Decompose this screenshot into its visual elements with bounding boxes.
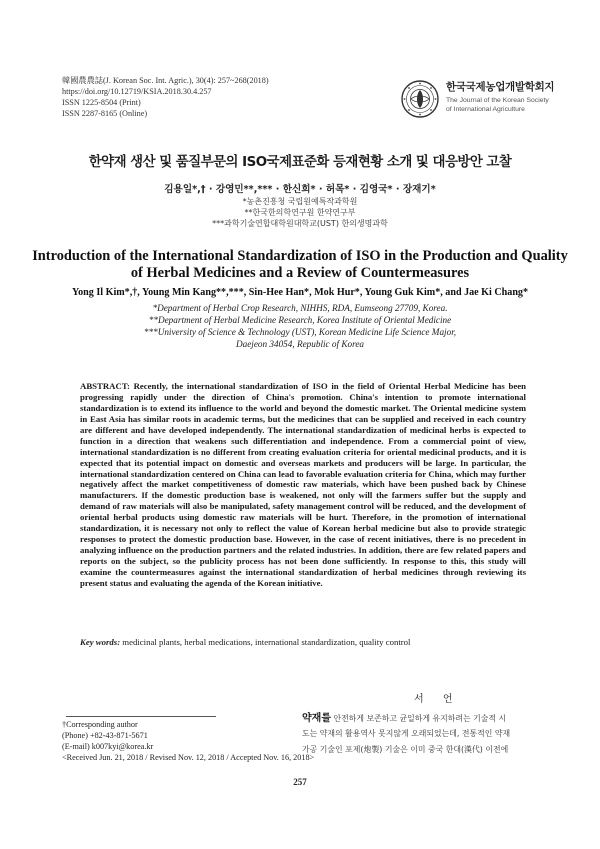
abstract	[80, 381, 526, 589]
issn-online: ISSN 2287-8165 (Online)	[62, 109, 148, 118]
society-name-en-1: The Journal of the Korean Society	[446, 97, 549, 104]
body-text-ko	[302, 711, 544, 757]
email: (E-mail) k007kyi@korea.kr	[62, 742, 154, 751]
abstract-text: ABSTRACT: Recently, the international standardization of ISO in the field of Oriental Herbal Medicine has been progressing rapidly under the direction of China's promotion. China's intention to promote international standardization is to extend its influence to the world and beyond the domestic market. The Oriental medicine system in East Asia has similar roots in academic terms, but the medicines that can be supplied and received in each country are different and have developed independently. The international standardization of medicinal herbs is expected to function in a direction that weakens such differentiation and independence. From a commercial point of view, international standardization is no different from creating evaluation criteria for oriental medicinal products, and it is expected that its potential impact on domestic and overseas markets and producers will be large. In particular, the international standardization centered on China can lead to favorable evaluation criteria for China, which may further negatively affect the market competitiveness of domestic raw materials, which have been pushed back by Chinese manufacturers. If the domestic production base is weakened, not only will the farmers suffer but the supply and demand of raw materials will also be manipulated, safety management control will be reduced, and the development of oriental herbal products using domestic raw materials will be hurt. Therefore, in the promotion of international standardization, it is necessary not only to reflect the value of Korean herbal medicine but also to provide strategic responses to protect the domestic production base. However, in the case of recent initiatives, there is no precedent in analyzing influence on the production partners and the related industries. In addition, there are few related papers and reports on the subject, so the publicity process has not been done sufficiently. In response to this, this study will examine the countermeasures against the international standardization of herbal medicines through reviewing its present status and evaluating the agenda of the Korean initiative.	[80, 381, 526, 588]
affiliation-en-2: **Department of Herbal Medicine Research, Korea Institute of Oriental Medicine	[148, 315, 452, 325]
body-line-1	[302, 711, 544, 726]
society-name-ko: 한국국제농업개발학회지	[446, 81, 555, 93]
corresponding-author: †Corresponding author	[62, 720, 138, 729]
received-dates: <Received Jun. 21, 2018 / Revised Nov. 12, 2018 / Accepted Nov. 16, 2018>	[62, 753, 315, 762]
authors-ko: 김용일*,† · 강영민**,*** · 한신희* · 허목* · 김영국* · 장재기*	[164, 184, 436, 195]
body-line-2: 도는 약재의 활용역사 못지않게 오래되었는데, 전통적인 약재	[302, 729, 511, 739]
phone: (Phone) +82-43-871-5671	[62, 731, 148, 740]
society-emblem-icon	[400, 79, 440, 119]
affiliation-en-3: ***University of Science & Technology (UST), Korean Medicine Life Science Major,	[143, 327, 457, 337]
authors-en: Yong Il Kim*,†, Young Min Kang**,***, Sin-Hee Han*, Mok Hur*, Young Guk Kim*, and Jae Ki Chang*	[71, 287, 529, 298]
affiliation-ko-3: ***과학기술연합대학원대학교(UST) 한의생명과학	[212, 219, 388, 228]
footnote-divider	[66, 716, 216, 717]
society-name-en-2: of International Agriculture	[446, 105, 525, 113]
page-number: 257	[293, 777, 307, 787]
issn-print: ISSN 1225-8504 (Print)	[62, 98, 141, 107]
body-line-3: 가공 기술인 포제(炮製) 기술은 이미 중국 한대(漢代) 이전에	[302, 744, 509, 754]
affiliation-en-1: *Department of Herbal Crop Research, NIHHS, RDA, Eumseong 27709, Korea.	[152, 303, 448, 313]
doi-link[interactable]: https://doi.org/10.12719/KSIA.2018.30.4.257	[62, 87, 212, 96]
keywords-label: Key words:	[80, 637, 121, 647]
body-line-1-text: 안전하게 보존하고 균일하게 유지하려는 기술적 시	[330, 714, 507, 723]
keywords-line	[80, 637, 526, 647]
paper-title-en: Introduction of the International Standardization of ISO in the Production and Quality of Herbal Medicines and a Review of Countermeasures	[32, 248, 568, 281]
body-lead-word: 약재를	[302, 713, 331, 724]
keywords-text: medicinal plants, herbal medications, international standardization, quality control	[122, 637, 411, 647]
affiliation-ko-2: **한국한의학연구원 한약연구부	[244, 208, 356, 217]
affiliation-en-4: Daejeon 34054, Republic of Korea	[235, 339, 364, 349]
affiliation-ko-1: *농촌진흥청 국립원예특작과학원	[242, 197, 358, 206]
section-heading-introduction: 서 언	[414, 694, 461, 705]
society-name-block	[446, 79, 554, 114]
paper-title-ko: 한약재 생산 및 품질부문의 ISO국제표준화 등재현황 소개 및 대응방안 고찰	[88, 155, 512, 170]
journal-citation: 韓國農農誌(J. Korean Soc. Int. Agric.), 30(4): 257~268(2018)	[62, 76, 269, 85]
